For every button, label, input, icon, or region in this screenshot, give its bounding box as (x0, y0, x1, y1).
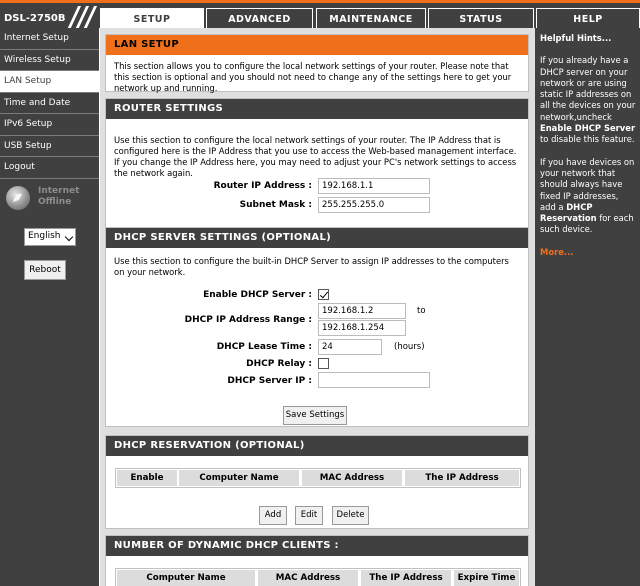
router-ip-label: Router IP Address : (213, 181, 312, 191)
dhcp-range-to: to (417, 306, 426, 316)
sidebar (0, 28, 100, 586)
router-settings-title: ROUTER SETTINGS (106, 99, 528, 119)
help-panel (535, 28, 640, 586)
enable-dhcp-label: Enable DHCP Server : (203, 290, 312, 300)
help-title: Helpful Hints... (540, 33, 612, 43)
sidebar-item-wireless-setup[interactable]: Wireless Setup (0, 50, 99, 72)
sidebar-item-time-and-date[interactable]: Time and Date (0, 93, 99, 115)
help-hint-1: If you already have a DHCP server on your network or are using static IP addresses on all the devices on your network,uncheck Enable DHCP Server to disable this feature. (540, 55, 636, 145)
dhcp-relay-label: DHCP Relay : (246, 359, 312, 369)
add-reservation-button[interactable]: Add (259, 506, 287, 525)
internet-status-value: Offline (38, 197, 72, 207)
reservation-col-ip-address: The IP Address (405, 470, 519, 486)
chevron-down-icon (65, 233, 73, 241)
tab-setup[interactable]: SETUP (100, 8, 204, 30)
sidebar-item-ipv6-setup[interactable]: IPv6 Setup (0, 114, 99, 136)
help-more-link[interactable]: More... (540, 246, 574, 257)
tab-status[interactable]: STATUS (428, 8, 534, 30)
lan-setup-description: This section allows you to configure the local network settings of your router. Please note that this section is optional and you should not need to change any of the settings here to get your network up and running. (114, 61, 512, 93)
dhcp-reservation-section (105, 435, 529, 529)
help-hint-2: If you have devices on your network that should always have fixed IP addresses, add a DHCP Reservation for each such device. (540, 156, 635, 235)
tab-advanced[interactable]: ADVANCED (206, 8, 313, 30)
dhcp-range-end-input[interactable]: 192.168.1.254 (318, 320, 406, 336)
reservation-col-enable: Enable (117, 470, 177, 486)
sidebar-item-lan-setup[interactable]: LAN Setup (0, 71, 99, 93)
clients-col-mac-address: MAC Address (258, 570, 358, 586)
clients-col-ip-address: The IP Address (361, 570, 451, 586)
lease-time-input[interactable]: 24 (318, 339, 382, 355)
reboot-button[interactable]: Reboot (24, 260, 66, 280)
dynamic-clients-title: NUMBER OF DYNAMIC DHCP CLIENTS : (106, 536, 528, 556)
router-settings-section (105, 98, 529, 246)
language-value: English (28, 231, 61, 241)
main-content (100, 28, 535, 586)
internet-status (6, 184, 96, 214)
save-settings-button[interactable]: Save Settings (283, 406, 347, 425)
dhcp-reservation-title: DHCP RESERVATION (OPTIONAL) (106, 436, 528, 456)
clients-col-expire-time: Expire Time (454, 570, 519, 586)
reservation-col-computer-name: Computer Name (179, 470, 299, 486)
dhcp-server-description: Use this section to configure the built-in DHCP Server to assign IP addresses to the computers on your network. (114, 256, 509, 277)
router-ip-input[interactable]: 192.168.1.1 (318, 178, 430, 194)
top-bar (0, 0, 640, 28)
tab-help[interactable]: HELP (536, 8, 640, 30)
delete-reservation-button[interactable]: Delete (332, 506, 369, 525)
internet-globe-icon (6, 186, 30, 210)
reservation-col-mac-address: MAC Address (302, 470, 402, 486)
sidebar-item-logout[interactable]: Logout (0, 157, 99, 179)
dhcp-server-ip-input[interactable] (318, 372, 430, 388)
lan-setup-section (105, 34, 529, 92)
sidebar-item-usb-setup[interactable]: USB Setup (0, 136, 99, 158)
lease-time-label: DHCP Lease Time : (216, 342, 312, 352)
clients-col-computer-name: Computer Name (117, 570, 255, 586)
subnet-mask-label: Subnet Mask : (239, 200, 312, 210)
sidebar-item-internet-setup[interactable]: Internet Setup (0, 28, 99, 50)
dhcp-server-title: DHCP SERVER SETTINGS (OPTIONAL) (106, 228, 528, 248)
edit-reservation-button[interactable]: Edit (295, 506, 323, 525)
dhcp-server-ip-label: DHCP Server IP : (227, 376, 312, 386)
lease-time-unit: (hours) (394, 342, 425, 352)
internet-status-label: Internet (38, 186, 80, 196)
tab-maintenance[interactable]: MAINTENANCE (316, 8, 426, 30)
model-name: DSL-2750B (4, 13, 66, 24)
router-settings-description: Use this section to configure the local network settings of your router. The IP Address that is configured here is the IP Address that you use to access the Web-based management interface. If you change the IP Address here, you may need to adjust your PC's network settings to access the network again. (114, 135, 517, 178)
dynamic-clients-section (105, 535, 529, 586)
dhcp-server-section (105, 227, 529, 427)
subnet-mask-input[interactable]: 255.255.255.0 (318, 197, 430, 213)
dhcp-range-label: DHCP IP Address Range : (184, 315, 312, 325)
lan-setup-title: LAN SETUP (106, 35, 528, 55)
dhcp-relay-checkbox[interactable] (318, 358, 329, 369)
dhcp-range-start-input[interactable]: 192.168.1.2 (318, 303, 406, 319)
language-select[interactable] (24, 228, 76, 246)
enable-dhcp-checkbox[interactable] (318, 289, 329, 300)
